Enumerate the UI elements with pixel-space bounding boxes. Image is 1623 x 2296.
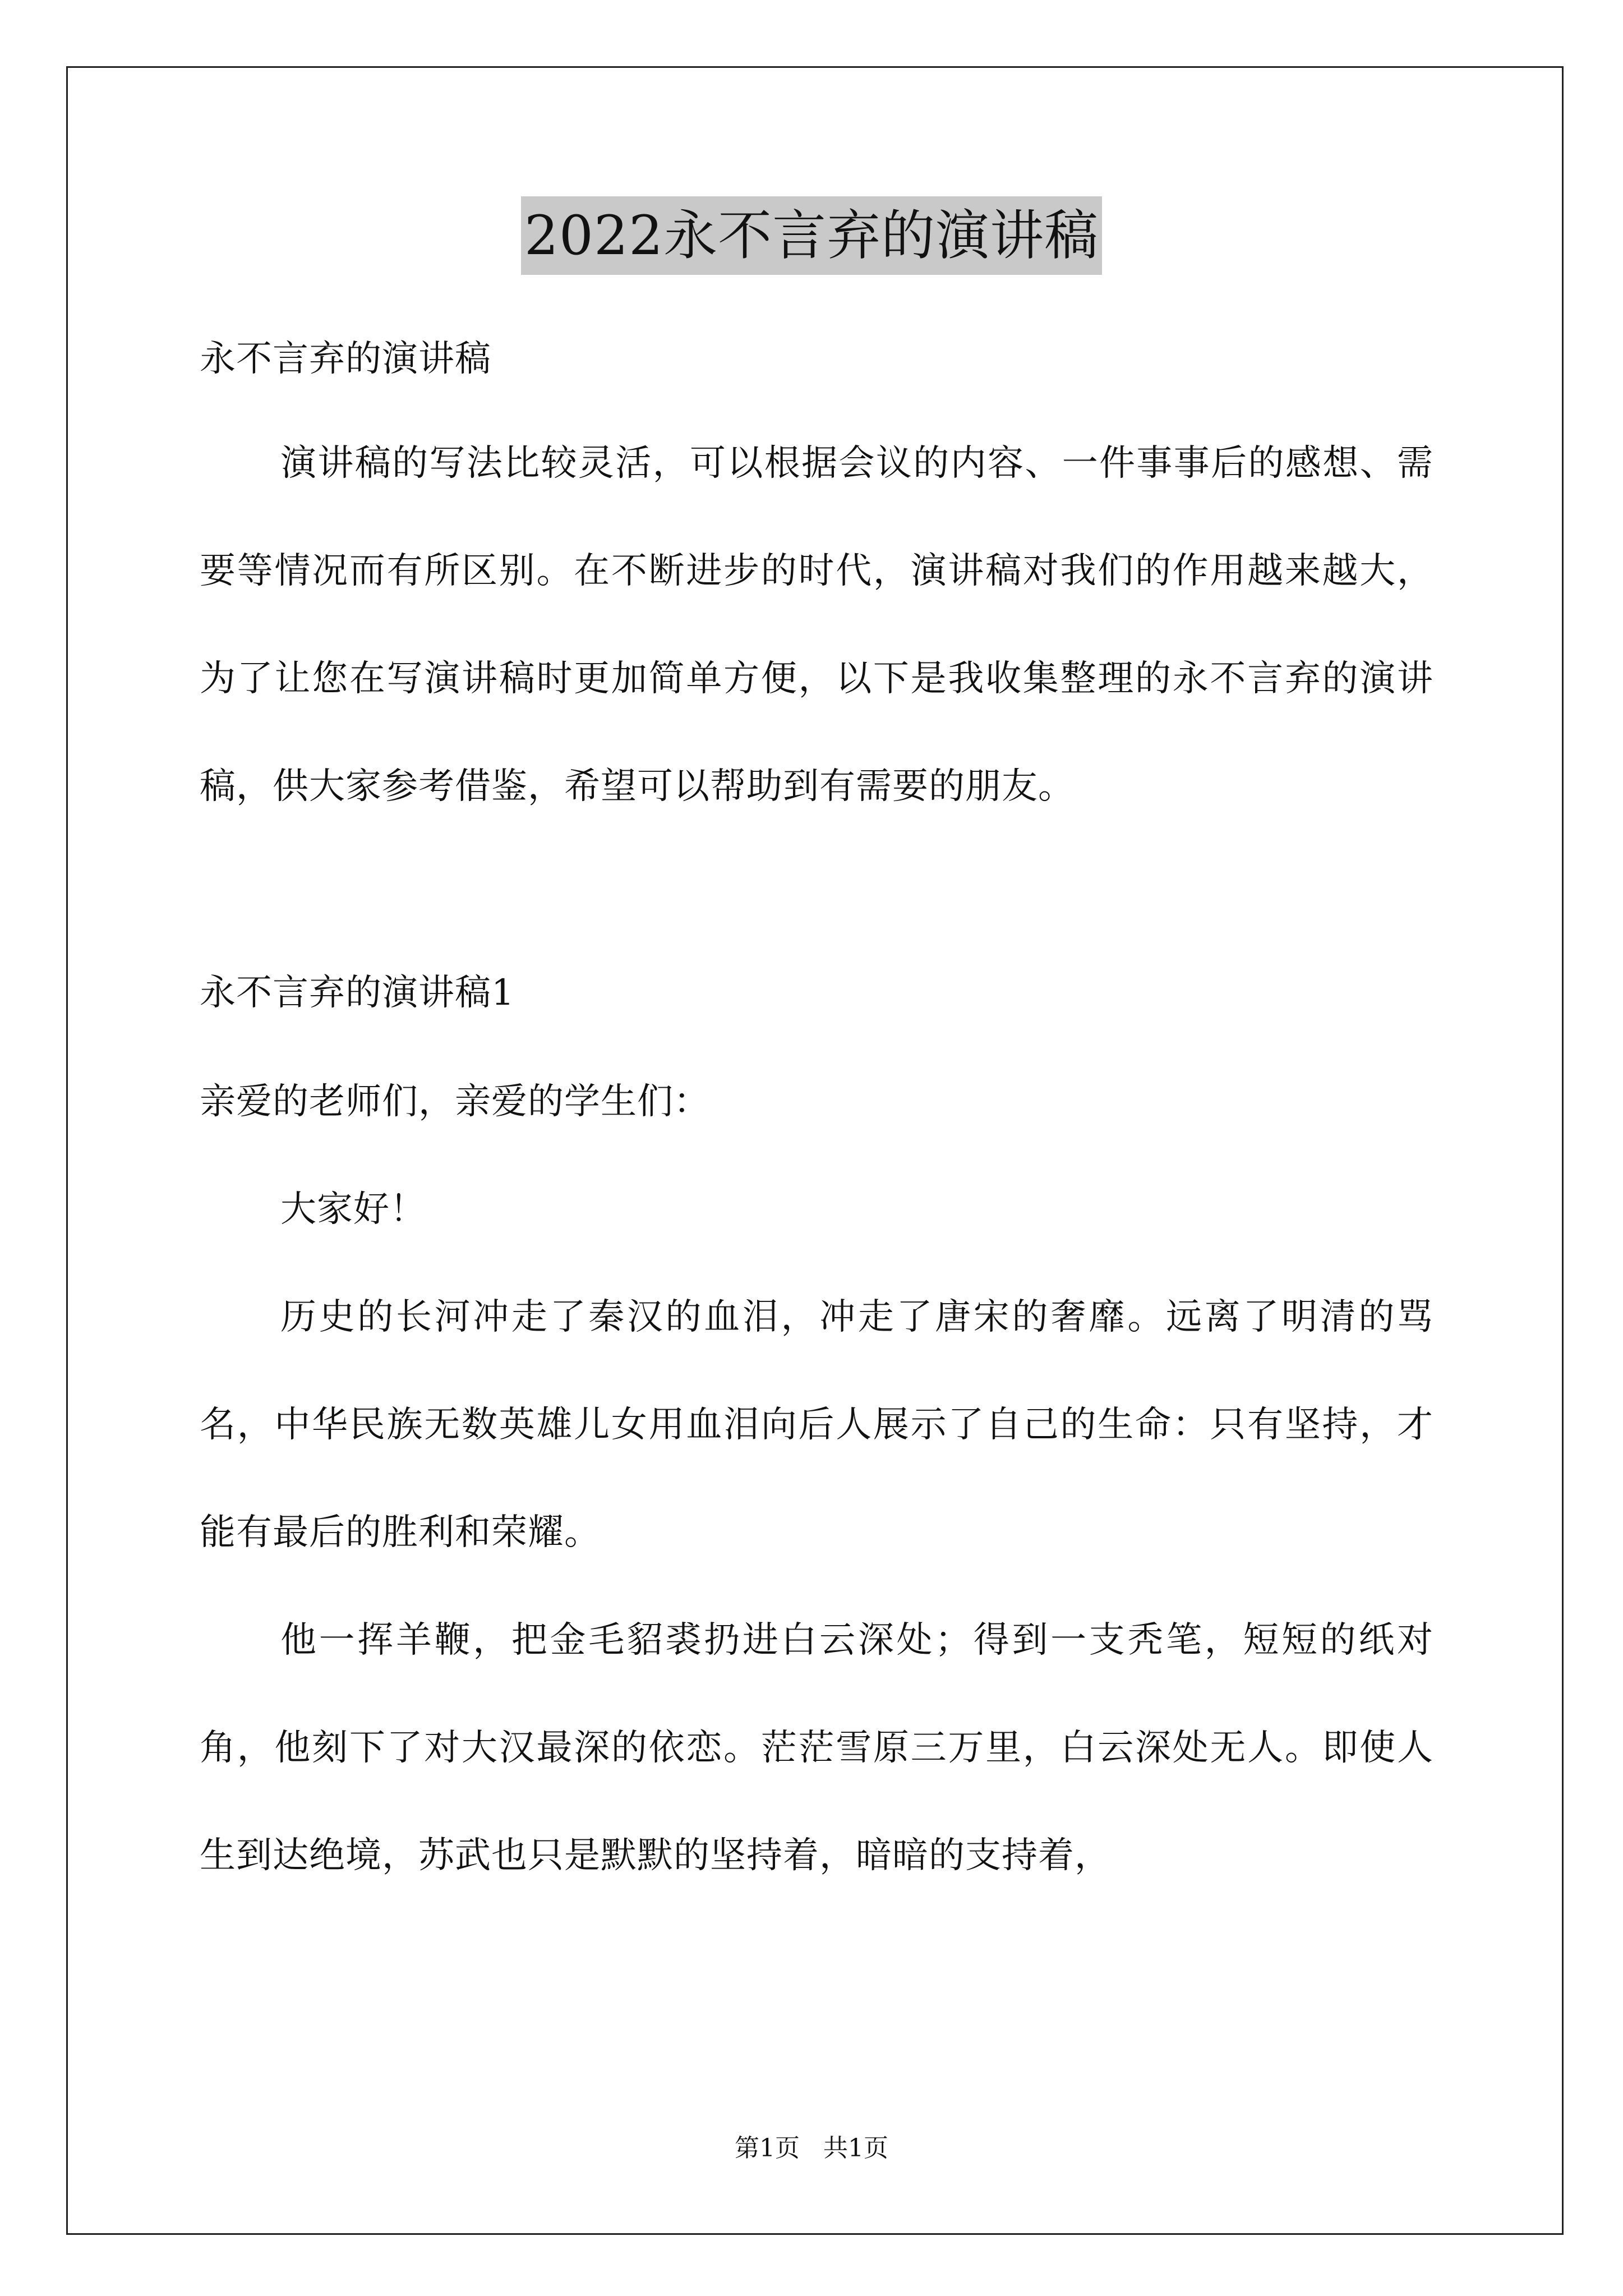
- document-body: [200, 314, 1433, 1910]
- title-container: [0, 196, 1623, 275]
- greeting: 大家好！: [280, 1189, 426, 1230]
- salutation: 亲爱的老师们，亲爱的学生们：: [200, 1081, 710, 1122]
- document-title: 2022永不言弃的演讲稿: [521, 196, 1102, 275]
- section-heading: 永不言弃的演讲稿1: [200, 972, 515, 1014]
- page-footer: [0, 2132, 1623, 2165]
- body-paragraph-2: 他一挥羊鞭，把金毛貂裘扔进白云深处；得到一支秃笔，短短的纸对角，他刻下了对大汉最深的依恋。茫茫雪原三万里，白云深处无人。即使人生到达绝境，苏武也只是默默的坚持着，暗暗的支持着，: [200, 1619, 1433, 1876]
- page-total: 共1页: [823, 2134, 888, 2162]
- intro-paragraph: 演讲稿的写法比较灵活，可以根据会议的内容、一件事事后的感想、需要等情况而有所区别。在不断进步的时代，演讲稿对我们的作用越来越大，为了让您在写演讲稿时更加简单方便，以下是我收集整理的永不言弃的演讲稿，供大家参考借鉴，希望可以帮助到有需要的朋友。: [200, 443, 1433, 807]
- subtitle: 永不言弃的演讲稿: [200, 338, 491, 380]
- page-number: 第1页: [735, 2134, 800, 2162]
- body-paragraph-1: 历史的长河冲走了秦汉的血泪，冲走了唐宋的奢靡。远离了明清的骂名，中华民族无数英雄儿女用血泪向后人展示了自己的生命：只有坚持，才能有最后的胜利和荣耀。: [200, 1296, 1433, 1553]
